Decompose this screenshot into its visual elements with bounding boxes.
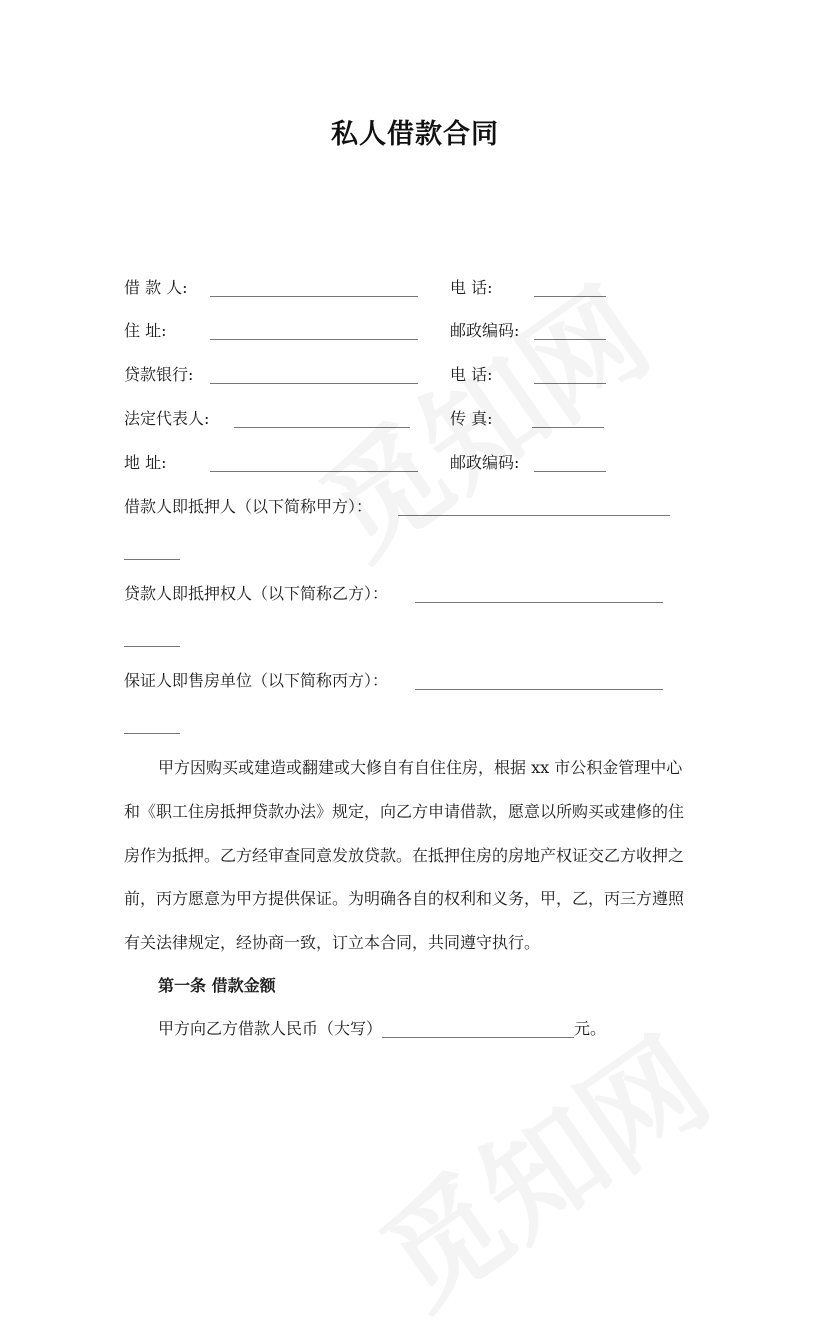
info-right-blank: _________ (534, 365, 606, 384)
body-line-4: 前，丙方愿意为甲方提供保证。为明确各自的权利和义务，甲，乙，丙三方遵照 (124, 889, 685, 908)
info-right-phone (450, 277, 606, 299)
watermark-bottom (343, 992, 737, 1339)
article-1-blank: ________________________ (382, 1019, 575, 1038)
info-right-label: 传 真: (450, 409, 493, 428)
info-label: 贷款银行: (124, 365, 194, 384)
body-line-1: 甲方因购买或建造或翻建或大修自有自住住房，根据 xx 市公积金管理中心 (158, 758, 683, 777)
info-row-location (124, 452, 418, 474)
article-1-heading: 第一条 借款金额 (158, 976, 276, 995)
info-label: 法定代表人: (124, 409, 210, 428)
party-label: 保证人即售房单位（以下简称丙方）： (124, 671, 389, 690)
party-b-blank: _______________________________ (415, 584, 663, 603)
party-label: 借款人即抵押人（以下简称甲方）： (124, 497, 373, 516)
info-right-label: 邮政编码: (450, 321, 520, 340)
info-right-label: 电 话: (450, 365, 493, 384)
info-row-legal-rep (124, 408, 410, 430)
party-a-blank-cont: _______ (124, 541, 180, 560)
info-row-address (124, 320, 418, 342)
info-label: 地 址: (124, 453, 167, 472)
party-c-line (124, 670, 388, 692)
info-blank: __________________________ (210, 365, 418, 384)
party-b-blank-cont: _______ (124, 628, 180, 647)
party-a-blank: __________________________________ (398, 497, 670, 516)
body-line-2: 和《职工住房抵押贷款办法》规定，向乙方申请借款，愿意以所购买或建修的住 (124, 802, 685, 821)
info-right-phone (450, 364, 606, 386)
body-line-5: 有关法律规定，经协商一致，订立本合同，共同遵守执行。 (124, 933, 541, 952)
article-1-text-before: 甲方向乙方借款人民币（大写） (158, 1019, 383, 1038)
party-c-blank-cont: _______ (124, 715, 180, 734)
info-right-blank: _________ (534, 321, 606, 340)
info-right-postcode (450, 452, 606, 474)
contract-title: 私人借款合同 (331, 119, 499, 150)
info-label: 借 款 人: (124, 278, 188, 297)
article-1-text-after: 元。 (574, 1019, 607, 1038)
article-1-text (158, 1018, 606, 1040)
party-a-line (124, 496, 372, 518)
party-b-line (124, 583, 388, 605)
party-c-blank: _______________________________ (415, 671, 663, 690)
info-blank: __________________________ (210, 278, 418, 297)
info-right-label: 电 话: (450, 278, 493, 297)
info-label: 住 址: (124, 321, 167, 340)
info-right-fax (450, 408, 604, 430)
info-right-blank: _________ (532, 409, 604, 428)
info-blank: __________________________ (210, 453, 418, 472)
info-right-blank: _________ (534, 453, 606, 472)
info-blank: __________________________ (210, 321, 418, 340)
party-label: 贷款人即抵押权人（以下简称乙方）： (124, 584, 389, 603)
info-right-blank: _________ (534, 278, 606, 297)
info-row-borrower (124, 277, 418, 299)
info-right-postcode (450, 320, 606, 342)
body-line-3: 房作为抵押。乙方经审查同意发放贷款。在抵押住房的房地产权证交乙方收押之 (124, 846, 685, 865)
info-blank: ______________________ (234, 409, 410, 428)
info-right-label: 邮政编码: (450, 453, 520, 472)
info-row-bank (124, 364, 418, 386)
